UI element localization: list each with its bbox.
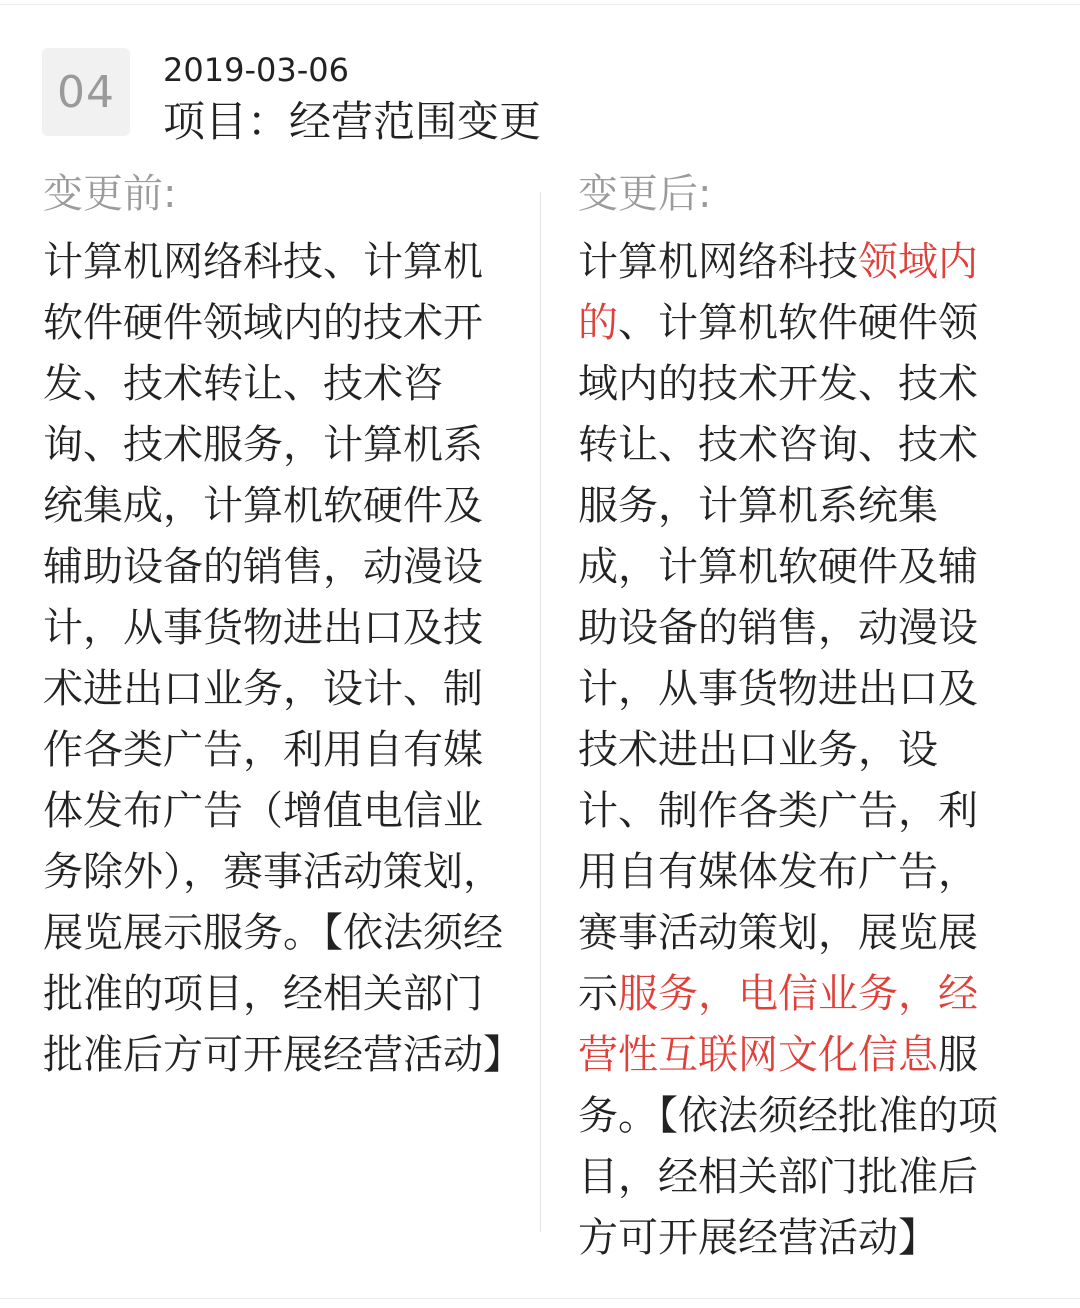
column-divider — [540, 192, 541, 1232]
after-heading: 变更后: — [578, 171, 712, 217]
index-number: 04 — [57, 66, 115, 118]
after-segment: 服务。【依法须经批准的项目，经相关部门批准后方可开展经营活动】 — [578, 1032, 998, 1261]
after-segment: 计算机网络科技 — [578, 239, 858, 285]
bottom-divider — [0, 1298, 1080, 1299]
after-column — [578, 168, 1008, 1269]
after-text — [578, 232, 1008, 1269]
index-badge — [42, 48, 130, 136]
after-segment-highlight: 领域内的 — [578, 239, 978, 346]
before-heading: 变更前: — [43, 171, 177, 217]
before-text: 计算机网络科技、计算机软件硬件领域内的技术开发、技术转让、技术咨询、技术服务，计算机系统集成，计算机软硬件及辅助设备的销售，动漫设计，从事货物进出口及技术进出口业务，设计、制作各类广告，利用自有媒体发布广告（增值电信业务除外），赛事活动策划，展览展示服务。【依法须经批准的项目，经相关部门批准后方可开展经营活动】 — [43, 239, 523, 1078]
top-divider — [0, 4, 1080, 5]
after-segment: 、计算机软件硬件领域内的技术开发、技术转让、技术咨询、技术服务，计算机系统集成，计算机软硬件及辅助设备的销售，动漫设计，从事货物进出口及技术进出口业务，设计、制作各类广告，利用自有媒体发布广告，赛事活动策划，展览展示 — [578, 300, 978, 1017]
after-segment-highlight: 服务，电信业务，经营性互联网文化信息 — [578, 971, 978, 1078]
change-date: 2019-03-06 — [163, 51, 349, 89]
before-column — [43, 168, 523, 1086]
change-item-title: 项目：经营范围变更 — [163, 97, 542, 146]
